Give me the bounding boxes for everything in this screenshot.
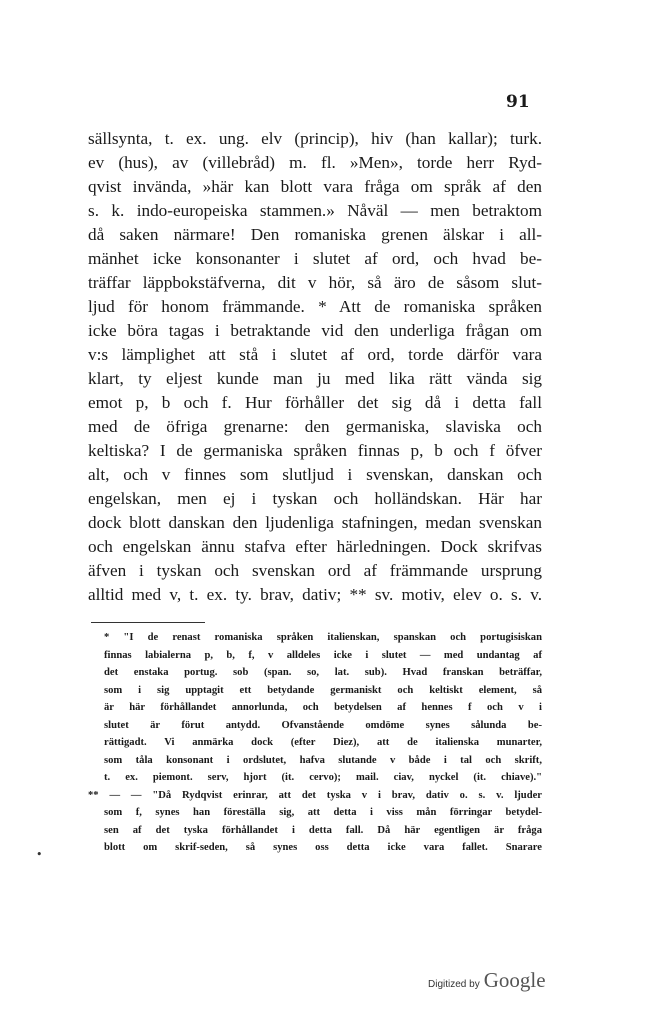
body-line: ev (hus), av (villebråd) m. fl. »Men», torde herr Ryd-: [88, 153, 542, 172]
digitized-label: Digitized by: [428, 979, 480, 990]
body-line: äfven i tyskan och svenskan ord af främmande ursprung: [88, 561, 542, 580]
body-line: qvist invända, »här kan blott vara fråga om språk af den: [88, 177, 542, 196]
body-line: med de öfriga grenarne: den germaniska, slaviska och: [88, 417, 542, 436]
page-number: 91: [506, 92, 530, 112]
footnote-line: är här förhållandet annorlunda, och betydelsen af hennes f och v i: [104, 702, 542, 713]
body-line: v:s lämplighet att stå i slutet af ord, torde därför vara: [88, 345, 542, 364]
body-line: mänhet icke konsonanter i slutet af ord, och hvad be-: [88, 249, 542, 268]
footnote-line: * "I de renast romaniska språken italienskan, spanskan och portugisiskan: [104, 632, 542, 643]
footnote-divider: [91, 622, 205, 623]
footnote-line: rättigadt. Vi anmärka dock (efter Diez), att de italienska munarter,: [104, 737, 542, 748]
body-line: då saken närmare! Den romaniska grenen älskar i all-: [88, 225, 542, 244]
footnote-line: det enstaka portug. sob (span. so, lat. sub). Hvad franskan beträffar,: [104, 667, 542, 678]
footnotes: [88, 629, 542, 857]
digitized-footer: [428, 968, 546, 993]
body-line: emot p, b och f. Hur förhåller det sig då i detta fall: [88, 393, 542, 412]
body-line: engelskan, men ej i tyskan och holländskan. Här har: [88, 489, 542, 508]
footnote-line: slutet är förut antydd. Ofvanstående omdöme synes sålunda be-: [104, 719, 542, 731]
body-text: [88, 127, 542, 607]
body-line: ljud för honom främmande. * Att de romaniska språken: [88, 297, 542, 316]
footnote-line: som tåla konsonant i ordslutet, hafva slutande v både i tal och skrift,: [104, 754, 542, 766]
body-line: s. k. indo-europeiska stammen.» Nåväl — men betraktom: [88, 201, 542, 220]
body-line: sällsynta, t. ex. ung. elv (princip), hiv (han kallar); turk.: [88, 129, 542, 148]
footnote-line: finnas labialerna p, b, f, v alldeles icke i slutet — med undantag af: [104, 649, 542, 661]
body-line: icke böra tagas i betraktande vid den underliga frågan om: [88, 321, 542, 340]
footnote-line: som i sig upptagit ett betydande germaniskt och keltiskt element, så: [104, 684, 542, 696]
margin-mark: •: [36, 848, 43, 861]
body-line: alltid med v, t. ex. ty. brav, dativ; ** sv. motiv, elev o. s. v.: [88, 585, 542, 604]
body-line: och engelskan ännu stafva efter härledningen. Dock skrifvas: [88, 537, 542, 556]
body-line: träffar läppbokstäfverna, dit v hör, så äro de såsom slut-: [88, 273, 542, 292]
footnote-line: t. ex. piemont. serv, hjort (it. cervo); mail. ciav, nyckel (it. chiave).": [104, 772, 542, 783]
body-line: alt, och v finnes som slutljud i svenskan, danskan och: [88, 465, 542, 484]
footnote-line: som f, synes han föreställa sig, att detta i viss mån förringar betydel-: [104, 807, 542, 818]
footnote-line: sen af det tyska förhållandet i detta fall. Då här egentligen är fråga: [104, 824, 542, 836]
footnote-line: ** — — "Då Rydqvist erinrar, att det tyska v i brav, dativ o. s. v. ljuder: [88, 789, 542, 801]
google-logo: Google: [483, 968, 546, 992]
body-line: keltiska? I de germaniska språken finnas p, b och f öfver: [88, 441, 542, 460]
body-line: klart, ty eljest kunde man ju med lika rätt vända sig: [88, 369, 542, 388]
body-line: dock blott danskan den ljudenliga stafningen, medan svenskan: [88, 513, 542, 532]
footnote-line: blott om skrif-seden, så synes oss detta icke vara fallet. Snarare: [104, 842, 542, 853]
